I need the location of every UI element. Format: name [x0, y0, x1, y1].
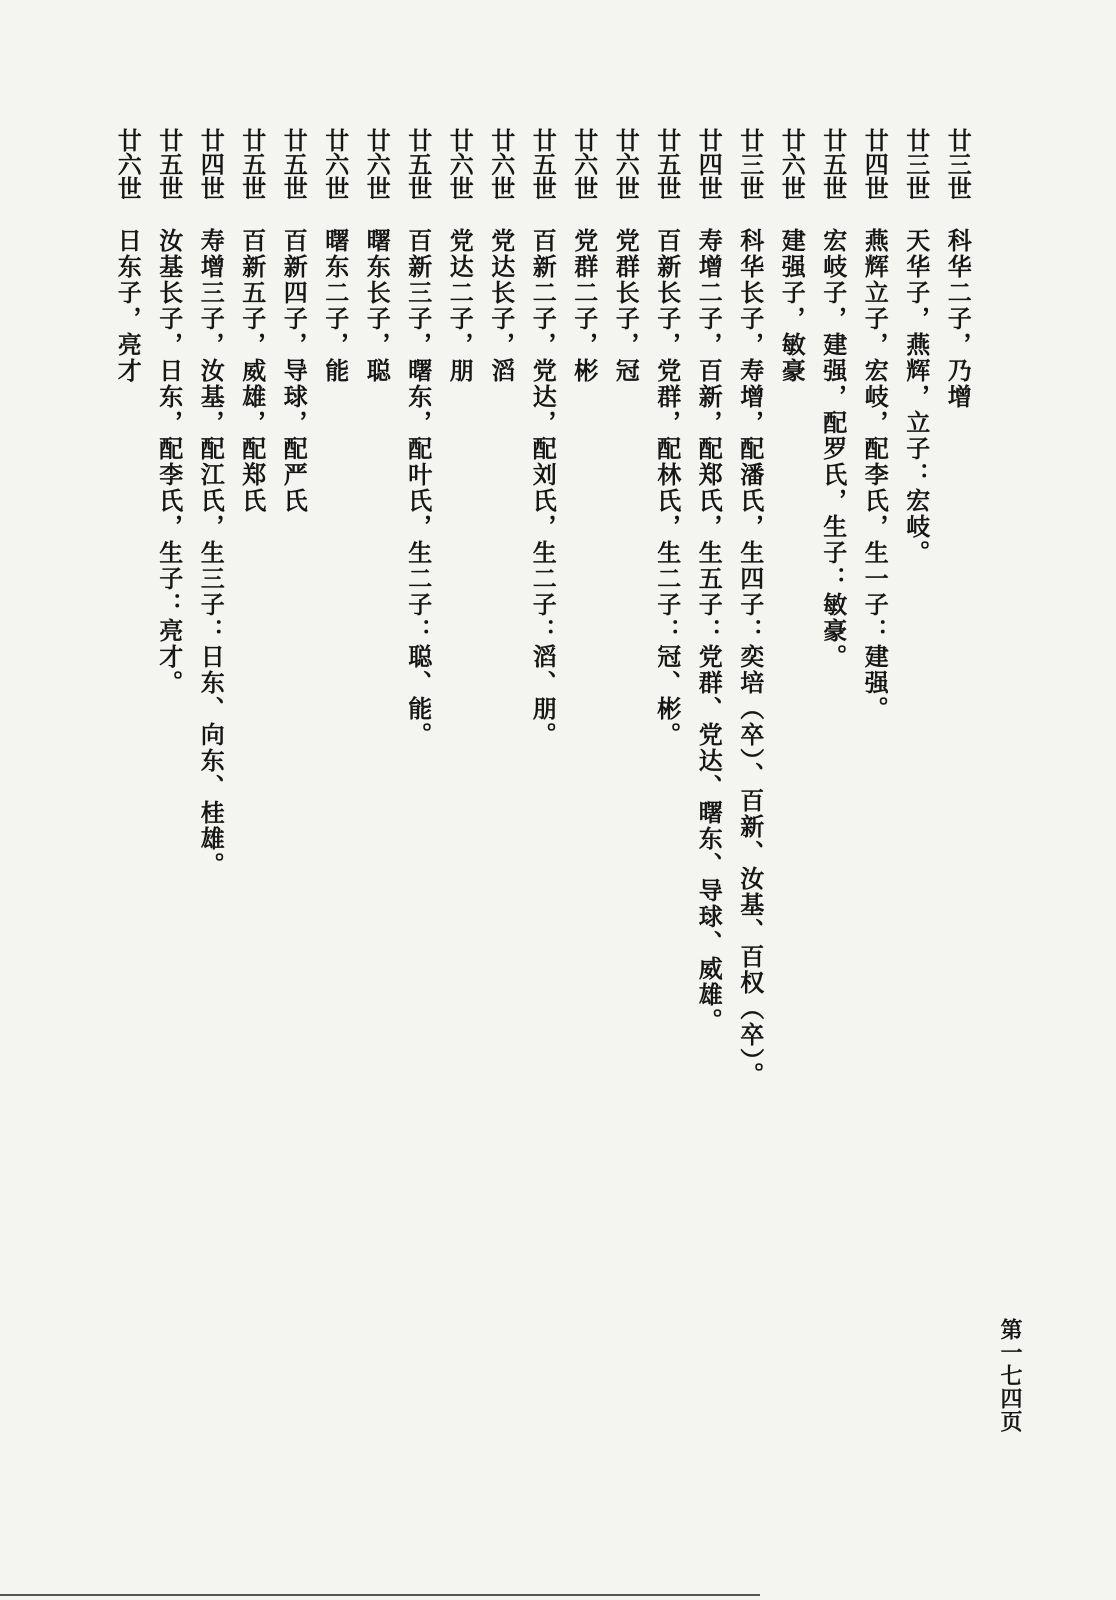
generation-label: 廿五世 [237, 128, 267, 200]
generation-label: 廿六世 [569, 128, 599, 200]
entry-column [480, 128, 522, 1228]
entry-text: 党达二子，朋 [445, 228, 475, 384]
entry-text: 党群二子，彬 [569, 228, 599, 384]
generation-label: 廿五世 [279, 128, 309, 200]
entry-column [148, 128, 190, 1228]
entry-column [522, 128, 564, 1228]
entry-column [688, 128, 730, 1228]
entry-text: 寿增三子，汝基，配江氏，生三子：日东、向东、桂雄。 [196, 228, 226, 878]
generation-label: 廿六世 [777, 128, 807, 200]
entry-text: 百新五子，威雄，配郑氏 [237, 228, 267, 514]
entry-column [937, 128, 979, 1228]
entry-column [273, 128, 315, 1228]
generation-label: 廿四世 [694, 128, 724, 200]
entry-column [563, 128, 605, 1228]
entry-text: 燕辉立子，宏岐，配李氏，生一子：建强。 [860, 228, 890, 722]
entry-text: 科华长子，寿增，配潘氏，生四子：奕培（卒）、百新、汝基、百权（卒）。 [735, 228, 765, 1088]
generation-label: 廿六世 [113, 128, 143, 200]
generation-label: 廿三世 [901, 128, 931, 200]
entry-text: 党群长子，冠 [611, 228, 641, 384]
entry-column [397, 128, 439, 1228]
entry-column [314, 128, 356, 1228]
generation-label: 廿五世 [652, 128, 682, 200]
generation-label: 廿三世 [735, 128, 765, 200]
entry-column [895, 128, 937, 1228]
generation-label: 廿四世 [860, 128, 890, 200]
entry-column [646, 128, 688, 1228]
entry-text: 日东子，亮才 [113, 228, 143, 384]
entry-column [356, 128, 398, 1228]
entry-text: 百新四子，导球，配严氏 [279, 228, 309, 514]
entry-columns [107, 128, 979, 1228]
entry-text: 天华子，燕辉，立子：宏岐。 [901, 228, 931, 566]
entry-text: 宏岐子，建强，配罗氏，生子：敏豪。 [818, 228, 848, 670]
entry-text: 曙东二子，能 [320, 228, 350, 384]
generation-label: 廿六世 [486, 128, 516, 200]
generation-label: 廿五世 [528, 128, 558, 200]
entry-column [771, 128, 813, 1228]
entry-column [439, 128, 481, 1228]
entry-column [107, 128, 149, 1228]
entry-text: 科华二子，乃增 [943, 228, 973, 410]
entry-text: 建强子，敏豪 [777, 228, 807, 384]
generation-label: 廿六世 [320, 128, 350, 200]
generation-label: 廿六世 [445, 128, 475, 200]
entry-text: 百新长子，党群，配林氏，生二子：冠、彬。 [652, 228, 682, 748]
entry-column [812, 128, 854, 1228]
entry-text: 百新二子，党达，配刘氏，生二子：滔、朋。 [528, 228, 558, 748]
entry-text: 汝基长子，日东，配李氏，生子：亮才。 [154, 228, 184, 696]
generation-label: 廿五世 [403, 128, 433, 200]
entry-column [231, 128, 273, 1228]
generation-label: 廿六世 [362, 128, 392, 200]
generation-label: 廿三世 [943, 128, 973, 200]
entry-column [605, 128, 647, 1228]
generation-label: 廿五世 [154, 128, 184, 200]
generation-label: 廿五世 [818, 128, 848, 200]
entry-text: 党达长子，滔 [486, 228, 516, 384]
bottom-rule [0, 1594, 760, 1596]
entry-text: 曙东长子，聪 [362, 228, 392, 384]
page-number: 第一七四页 [997, 1318, 1023, 1433]
entry-column [190, 128, 232, 1228]
entry-column [854, 128, 896, 1228]
entry-text: 寿增二子，百新，配郑氏，生五子：党群、党达、曙东、导球、威雄。 [694, 228, 724, 1034]
generation-label: 廿四世 [196, 128, 226, 200]
generation-label: 廿六世 [611, 128, 641, 200]
entry-column [729, 128, 771, 1228]
entry-text: 百新三子，曙东，配叶氏，生二子：聪、能。 [403, 228, 433, 748]
